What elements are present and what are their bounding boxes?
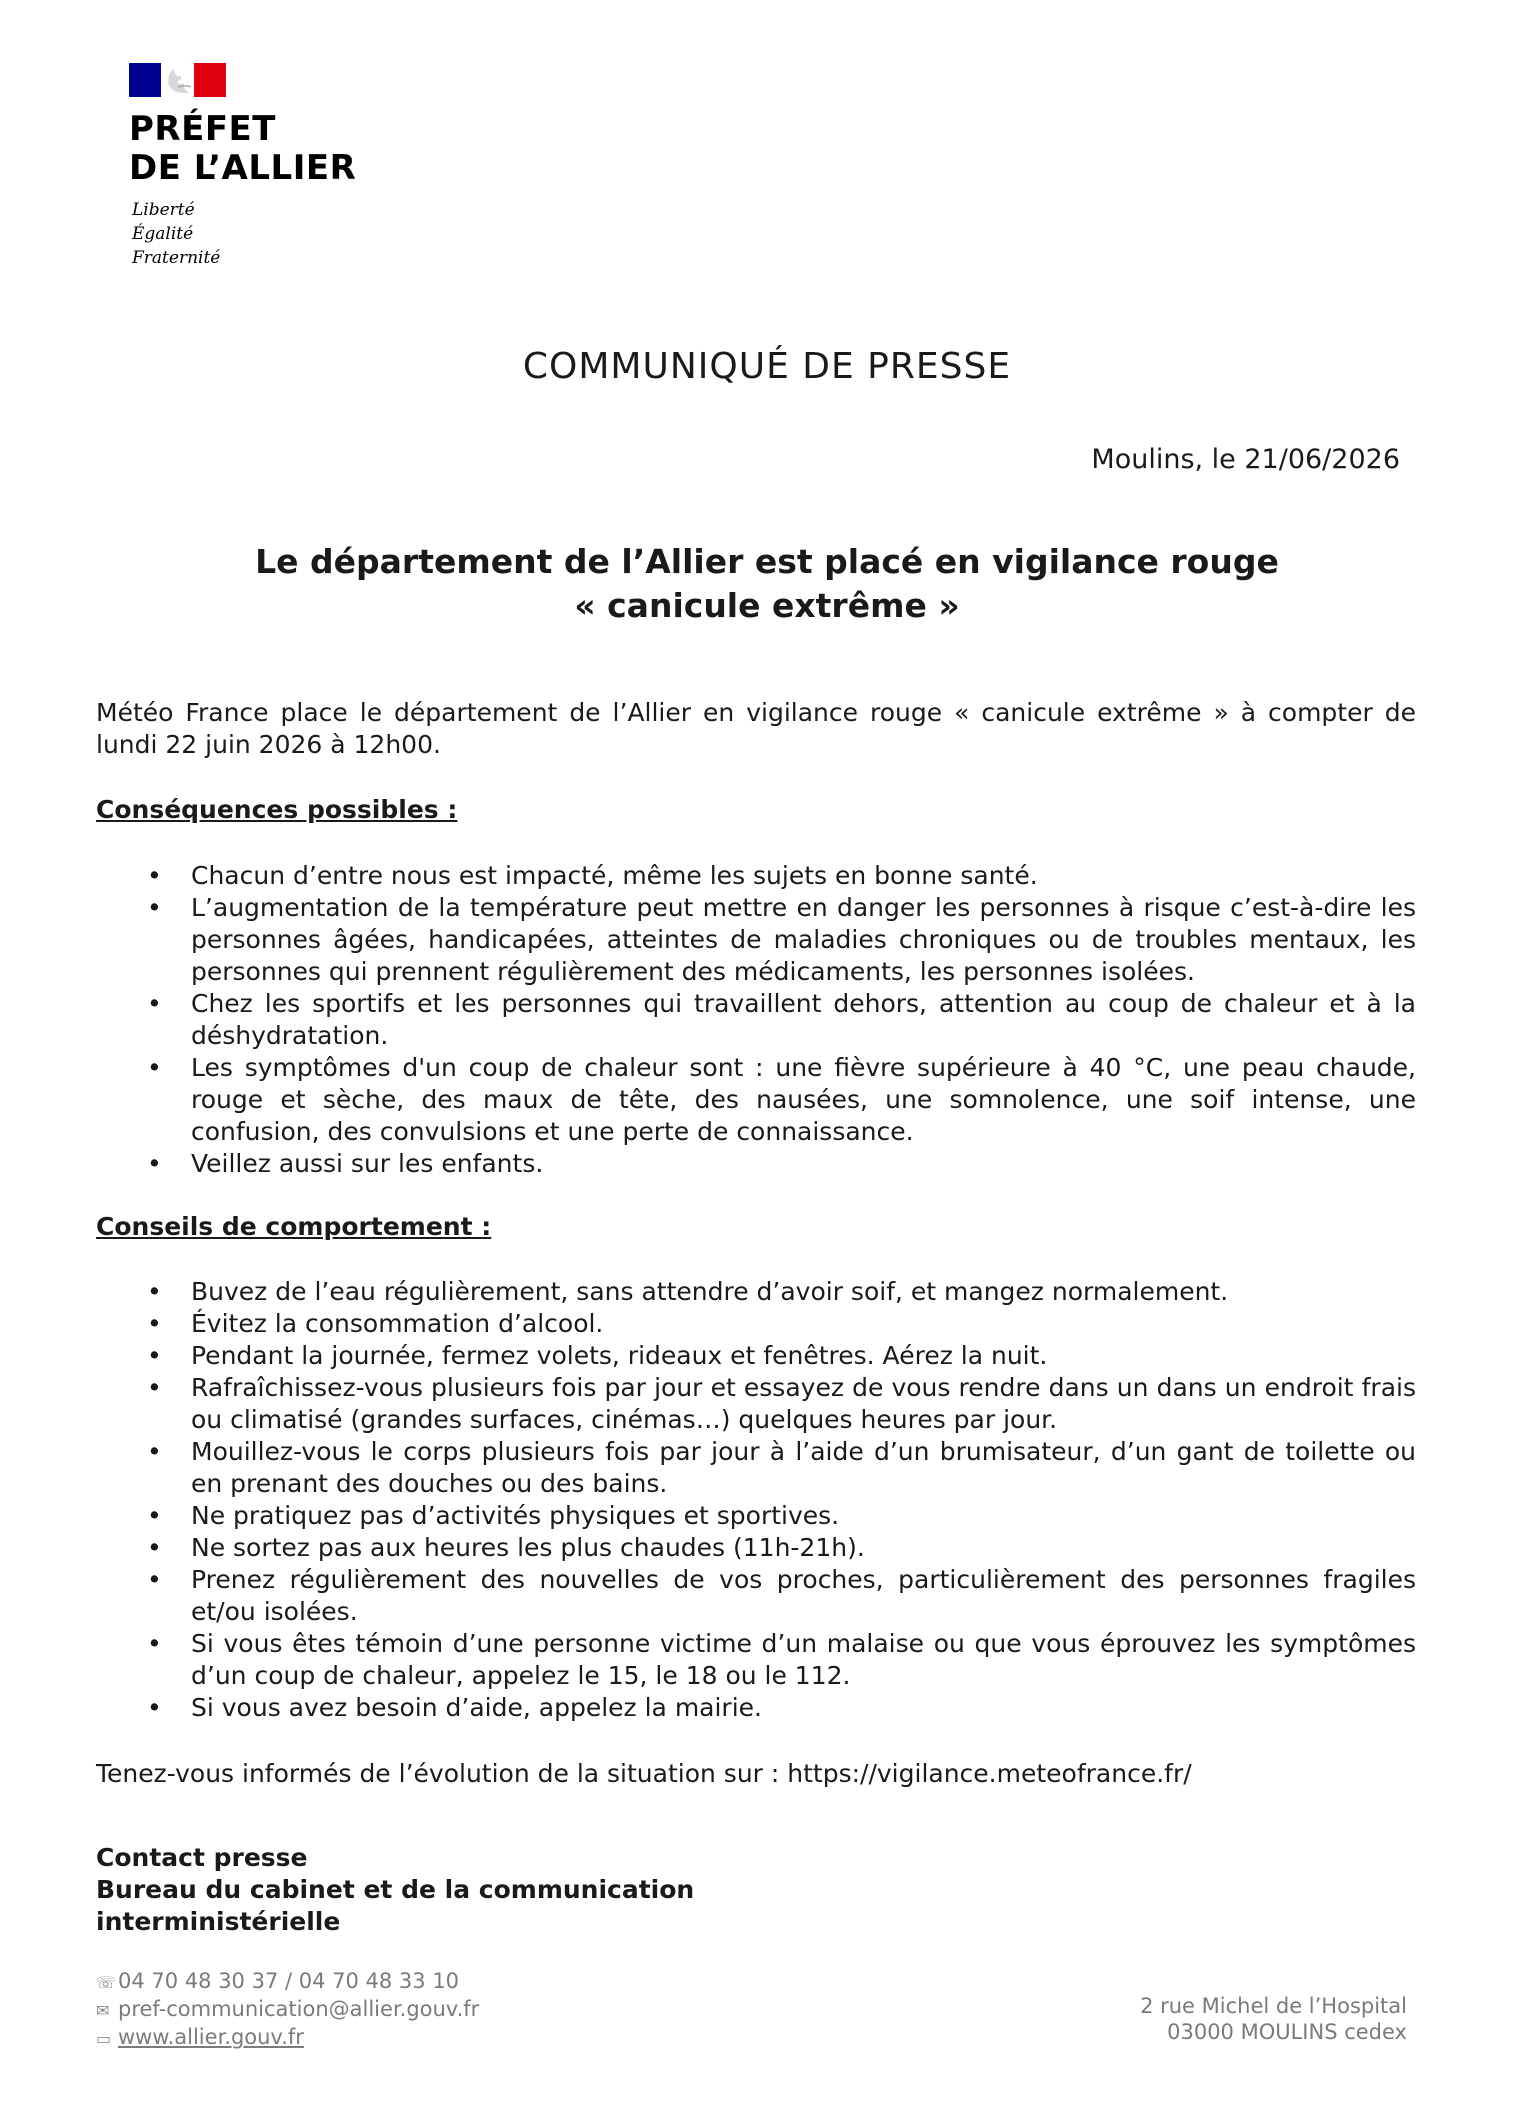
footer-contact-details xyxy=(96,1968,479,2052)
motto-fraternite: Fraternité xyxy=(132,248,221,268)
footer-address xyxy=(1140,1993,1407,2045)
bullet-marker: • xyxy=(147,1437,162,1466)
contact-line-1: Contact presse xyxy=(96,1843,308,1872)
list-item xyxy=(96,892,1416,988)
headline xyxy=(0,540,1534,628)
bullet-marker: • xyxy=(147,1341,162,1370)
bullet-marker: • xyxy=(147,1277,162,1306)
list-item xyxy=(96,1308,1416,1340)
advice-title: Conseils de comportement : xyxy=(96,1212,492,1241)
headline-line-1: Le département de l’Allier est placé en vigilance rouge xyxy=(255,542,1279,581)
address-line-2: 03000 MOULINS cedex xyxy=(1167,2020,1407,2044)
bullet-marker: • xyxy=(147,1693,162,1722)
bullet-marker: • xyxy=(147,1533,162,1562)
list-item xyxy=(96,988,1416,1052)
bullet-marker: • xyxy=(147,1501,162,1530)
list-item xyxy=(96,1628,1416,1692)
republic-motto xyxy=(132,198,220,270)
list-item-text: L’augmentation de la température peut mettre en danger les personnes à risque c’est-à-dire les personnes âgées, handicapées, atteintes de maladies chroniques ou de troubles mentaux, les personnes qui prennent régulièrement des médicaments, les personnes isolées. xyxy=(191,893,1416,986)
list-item xyxy=(96,1372,1416,1436)
list-item-text: Pendant la journée, fermez volets, rideaux et fenêtres. Aérez la nuit. xyxy=(191,1341,1048,1370)
footer-website xyxy=(96,2024,479,2052)
list-item xyxy=(96,1052,1416,1148)
list-item xyxy=(96,1500,1416,1532)
consequences-title: Conséquences possibles : xyxy=(96,795,458,824)
bullet-marker: • xyxy=(147,1373,162,1402)
follow-up-paragraph: Tenez-vous informés de l’évolution de la situation sur : https://vigilance.meteofrance.fr/ xyxy=(96,1759,1192,1788)
footer-phone-text: 04 70 48 30 37 / 04 70 48 33 10 xyxy=(118,1969,460,1993)
intro-paragraph: Météo France place le département de l’Allier en vigilance rouge « canicule extrême » à compter de lundi 22 juin 2026 à 12h00. xyxy=(96,698,1416,759)
footer-email-text[interactable]: pref-communication@allier.gouv.fr xyxy=(118,1997,480,2021)
bullet-marker: • xyxy=(147,893,162,922)
document-type-title: COMMUNIQUÉ DE PRESSE xyxy=(522,346,1012,387)
consequences-list xyxy=(96,860,1416,1180)
phone-icon: ☏ xyxy=(96,1973,117,1992)
list-item xyxy=(96,1692,1416,1724)
list-item xyxy=(96,1276,1416,1308)
authority-line-1: PRÉFET xyxy=(129,109,276,149)
list-item-text: Si vous avez besoin d’aide, appelez la mairie. xyxy=(191,1693,762,1722)
press-contact xyxy=(96,1842,694,1938)
list-item-text: Ne pratiquez pas d’activités physiques et sportives. xyxy=(191,1501,840,1530)
mail-icon: ✉ xyxy=(96,2001,110,2020)
contact-line-2: Bureau du cabinet et de la communication xyxy=(96,1875,695,1904)
marianne-flag-icon xyxy=(129,63,226,97)
motto-egalite: Égalité xyxy=(132,224,194,244)
list-item xyxy=(96,1436,1416,1500)
list-item xyxy=(96,1532,1416,1564)
list-item-text: Veillez aussi sur les enfants. xyxy=(191,1149,544,1178)
list-item-text: Mouillez-vous le corps plusieurs fois par jour à l’aide d’un brumisateur, d’un gant de toilette ou en prenant des douches ou des bains. xyxy=(191,1437,1416,1498)
list-item-text: Ne sortez pas aux heures les plus chaudes (11h-21h). xyxy=(191,1533,865,1562)
list-item-text: Buvez de l’eau régulièrement, sans attendre d’avoir soif, et mangez normalement. xyxy=(191,1277,1229,1306)
list-item-text: Rafraîchissez-vous plusieurs fois par jour et essayez de vous rendre dans un dans un endroit frais ou climatisé (grandes surfaces, cinémas…) quelques heures par jour. xyxy=(191,1373,1416,1434)
authority-line-2: DE L’ALLIER xyxy=(129,148,357,188)
document-date: Moulins, le 21/06/2026 xyxy=(1091,444,1400,475)
computer-icon: ▭ xyxy=(96,2029,112,2048)
footer-website-link[interactable]: www.allier.gouv.fr xyxy=(118,2025,304,2049)
bullet-marker: • xyxy=(147,861,162,890)
list-item xyxy=(96,1340,1416,1372)
bullet-marker: • xyxy=(147,1629,162,1658)
bullet-marker: • xyxy=(147,1309,162,1338)
list-item-text: Chacun d’entre nous est impacté, même les sujets en bonne santé. xyxy=(191,861,1038,890)
list-item xyxy=(96,1564,1416,1628)
headline-line-2: « canicule extrême » xyxy=(574,586,960,625)
list-item xyxy=(96,1148,1416,1180)
motto-liberte: Liberté xyxy=(132,200,195,220)
contact-line-3: interministérielle xyxy=(96,1907,341,1936)
list-item-text: Si vous êtes témoin d’une personne victime d’un malaise ou que vous éprouvez les symptômes d’un coup de chaleur, appelez le 15, le 18 ou le 112. xyxy=(191,1629,1416,1690)
bullet-marker: • xyxy=(147,989,162,1018)
footer-email xyxy=(96,1996,479,2024)
list-item-text: Chez les sportifs et les personnes qui travaillent dehors, attention au coup de chaleur et à la déshydratation. xyxy=(191,989,1416,1050)
authority-name xyxy=(129,110,356,188)
list-item-text: Évitez la consommation d’alcool. xyxy=(191,1309,604,1338)
list-item-text: Prenez régulièrement des nouvelles de vos proches, particulièrement des personnes fragiles et/ou isolées. xyxy=(191,1565,1416,1626)
bullet-marker: • xyxy=(147,1149,162,1178)
address-line-1: 2 rue Michel de l’Hospital xyxy=(1140,1994,1407,2018)
footer-phone xyxy=(96,1968,479,1996)
bullet-marker: • xyxy=(147,1053,162,1082)
list-item xyxy=(96,860,1416,892)
advice-list xyxy=(96,1276,1416,1724)
list-item-text: Les symptômes d'un coup de chaleur sont : une fièvre supérieure à 40 °C, une peau chaude, rouge et sèche, des maux de tête, des nausées, une somnolence, une soif intense, une confusion, des convulsions et une perte de connaissance. xyxy=(191,1053,1416,1146)
bullet-marker: • xyxy=(147,1565,162,1594)
